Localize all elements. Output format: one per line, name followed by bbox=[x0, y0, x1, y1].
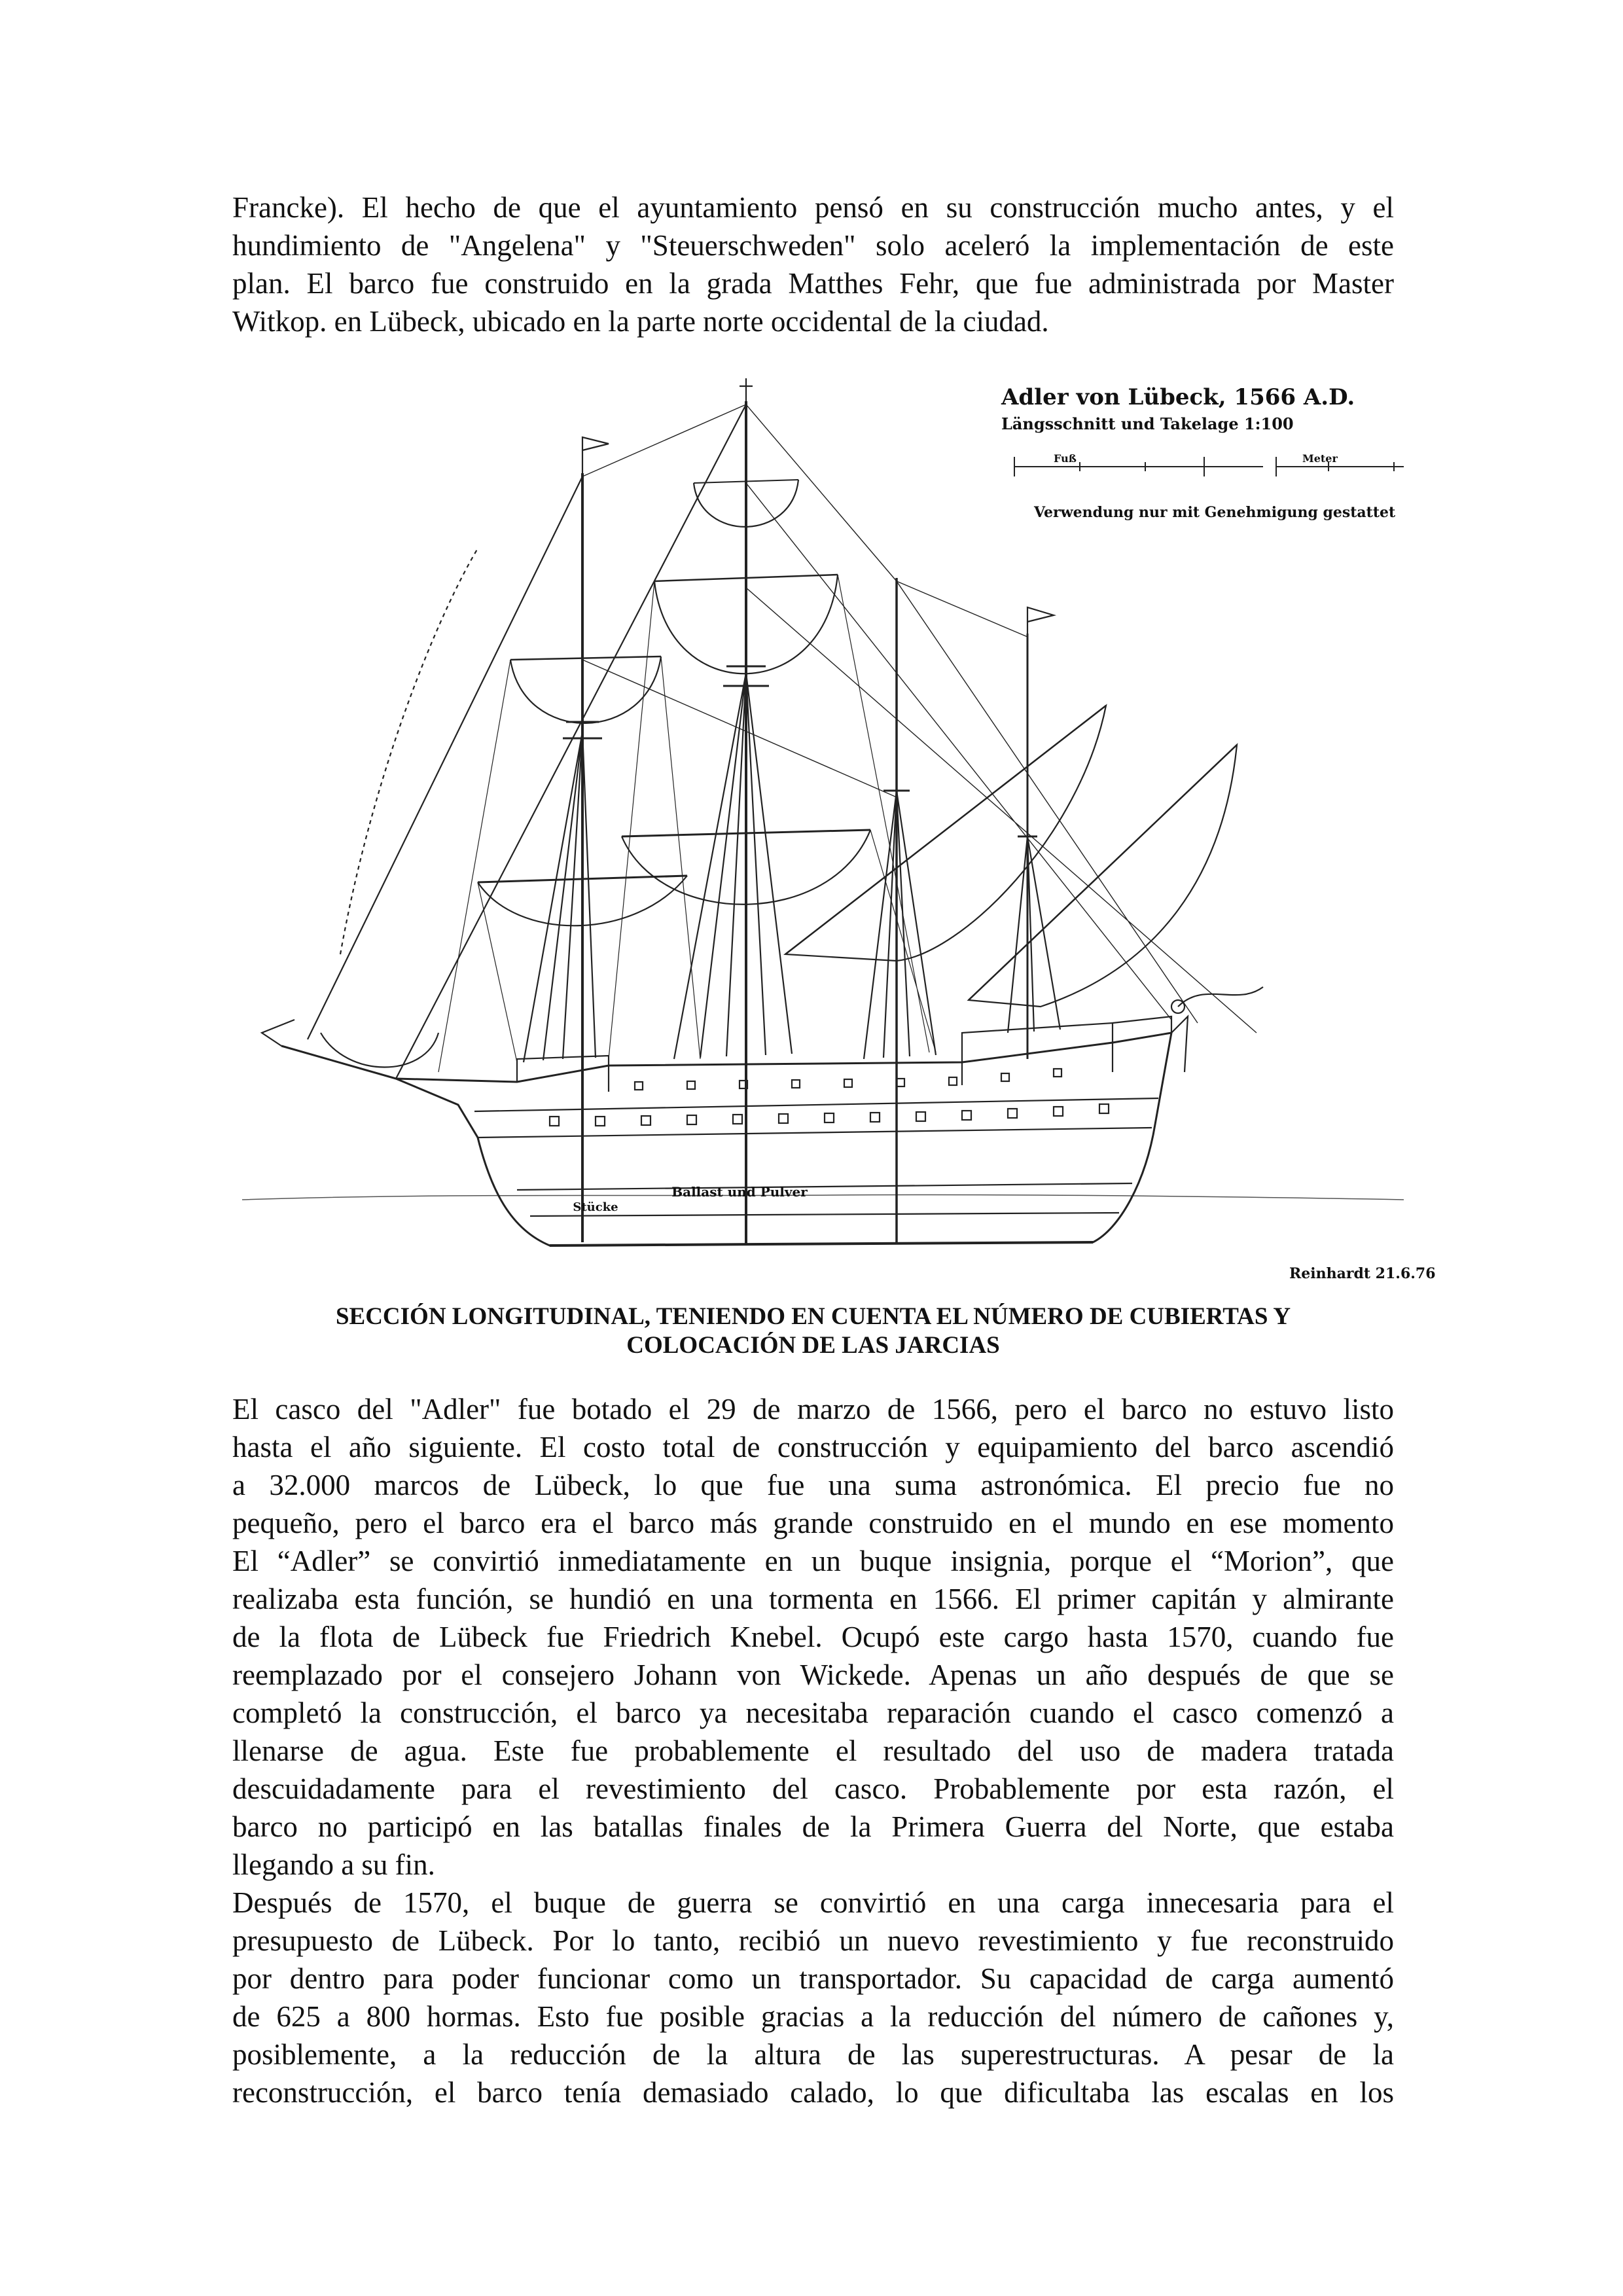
gunport-row bbox=[550, 1069, 1109, 1126]
spritsail-end bbox=[262, 1020, 294, 1046]
text-line: Witkop. en Lübeck, ubicado en la parte norte occidental de la ciudad. bbox=[232, 305, 1049, 338]
fore-topsail-yard bbox=[510, 656, 661, 660]
stern-ensign bbox=[1178, 987, 1263, 1007]
main-shrouds bbox=[674, 673, 792, 1059]
waterline bbox=[242, 1194, 1404, 1200]
stay-sail-edge bbox=[340, 548, 478, 954]
scale-left-label: Fuß bbox=[1054, 452, 1077, 465]
text-line: posiblemente, a la reducción de la altura de las superestructuras. A pesar de la bbox=[232, 2038, 1394, 2071]
body-paragraphs bbox=[232, 1390, 1394, 2111]
figure-caption-line: SECCIÓN LONGITUDINAL, TENIENDO EN CUENTA EL NÚMERO DE CUBIERTAS Y bbox=[335, 1303, 1291, 1330]
ship-plan-figure bbox=[242, 378, 1436, 1285]
text-line: reemplazado por el consejero Johann von Wickede. Apenas un año después de que se bbox=[232, 1659, 1394, 1691]
figure-caption-line: COLOCACIÓN DE LAS JARCIAS bbox=[626, 1332, 1000, 1359]
poop-rail bbox=[1113, 1016, 1171, 1033]
quarterdeck-rail bbox=[962, 1023, 1113, 1062]
text-line: El “Adler” se convirtió inmediatamente en un buque insignia, porque el “Morion”, que bbox=[232, 1545, 1394, 1577]
text-line: pequeño, pero el barco era el barco más grande construido en el mundo en ese momento bbox=[232, 1507, 1394, 1539]
text-line: a 32.000 marcos de Lübeck, lo que fue una suma astronómica. El precio fue no bbox=[232, 1469, 1394, 1501]
text-line: hasta el año siguiente. El costo total de construcción y equipamiento del barco ascendió bbox=[232, 1431, 1394, 1463]
hold-label: Ballast und Pulver bbox=[671, 1184, 808, 1200]
text-line: presupuesto de Lübeck. Por lo tanto, recibió un nuevo revestimiento y fue reconstruido bbox=[232, 1924, 1394, 1957]
bonaventure-pennant bbox=[1027, 607, 1054, 634]
stern-post bbox=[1171, 1016, 1188, 1072]
braces bbox=[438, 575, 936, 1072]
keel bbox=[550, 1242, 1093, 1246]
hull-wale bbox=[517, 1183, 1132, 1190]
plan-title: Adler von Lübeck, 1566 A.D. bbox=[1001, 384, 1355, 410]
scale-right-label: Meter bbox=[1302, 452, 1338, 465]
fore-shrouds bbox=[524, 732, 596, 1062]
fore-pennant bbox=[582, 437, 609, 473]
text-line: hundimiento de "Angelena" y "Steuerschweden" solo aceleró la implementación de este bbox=[232, 229, 1394, 262]
hold-label: Stücke bbox=[573, 1200, 618, 1214]
text-line: Después de 1570, el buque de guerra se convirtió en una carga innecesaria para el bbox=[232, 1886, 1394, 1919]
text-line: Francke). El hecho de que el ayuntamiento pensó en su construcción mucho antes, y el bbox=[232, 191, 1394, 224]
ship-drawing bbox=[242, 378, 1436, 1285]
hull-wale bbox=[478, 1128, 1152, 1138]
text-line: El casco del "Adler" fue botado el 29 de marzo de 1566, pero el barco no estuvo listo bbox=[232, 1393, 1394, 1426]
intro-paragraph bbox=[232, 188, 1394, 340]
signature: Reinhardt 21.6.76 bbox=[1289, 1265, 1436, 1282]
mainstay bbox=[396, 404, 746, 1079]
text-line: plan. El barco fue construido en la grada Matthes Fehr, que fue administrada por Master bbox=[232, 267, 1394, 300]
usage-note: Verwendung nur mit Genehmigung gestattet bbox=[1034, 504, 1396, 521]
text-line: reconstrucción, el barco tenía demasiado calado, lo que dificultaba las escalas en los bbox=[232, 2076, 1394, 2109]
text-line: barco no participó en las batallas finales de la Primera Guerra del Norte, que estaba bbox=[232, 1810, 1394, 1843]
text-line: llenarse de agua. Este fue probablemente el resultado del uso de madera tratada bbox=[232, 1734, 1394, 1767]
bonaventure-shrouds bbox=[1008, 836, 1060, 1033]
bowsprit bbox=[281, 1046, 396, 1079]
text-line: llegando a su fin. bbox=[232, 1848, 435, 1881]
main-truck bbox=[740, 378, 753, 401]
text-line: de la flota de Lübeck fue Friedrich Knebel. Ocupó este cargo hasta 1570, cuando fue bbox=[232, 1621, 1394, 1653]
plan-subtitle: Längsschnitt und Takelage 1:100 bbox=[1001, 414, 1294, 433]
mizzen-shrouds bbox=[864, 791, 936, 1059]
running-rigging bbox=[582, 404, 1257, 1033]
text-line: completó la construcción, el barco ya necesitaba reparación cuando el casco comenzó a bbox=[232, 1696, 1394, 1729]
text-line: realizaba esta función, se hundió en una tormenta en 1566. El primer capitán y almirante bbox=[232, 1583, 1394, 1615]
forestay bbox=[308, 476, 582, 1039]
text-line: descuidadamente para el revestimiento del casco. Probablemente por esta razón, el bbox=[232, 1772, 1394, 1805]
hull-frame bbox=[609, 1043, 1113, 1092]
hull-wale bbox=[530, 1213, 1119, 1216]
text-line: por dentro para poder funcionar como un transportador. Su capacidad de carga aumentó bbox=[232, 1962, 1394, 1995]
bonaventure-sail bbox=[969, 745, 1237, 1007]
text-line: de 625 a 800 hormas. Esto fue posible gracias a la reducción del número de cañones y, bbox=[232, 2000, 1394, 2033]
